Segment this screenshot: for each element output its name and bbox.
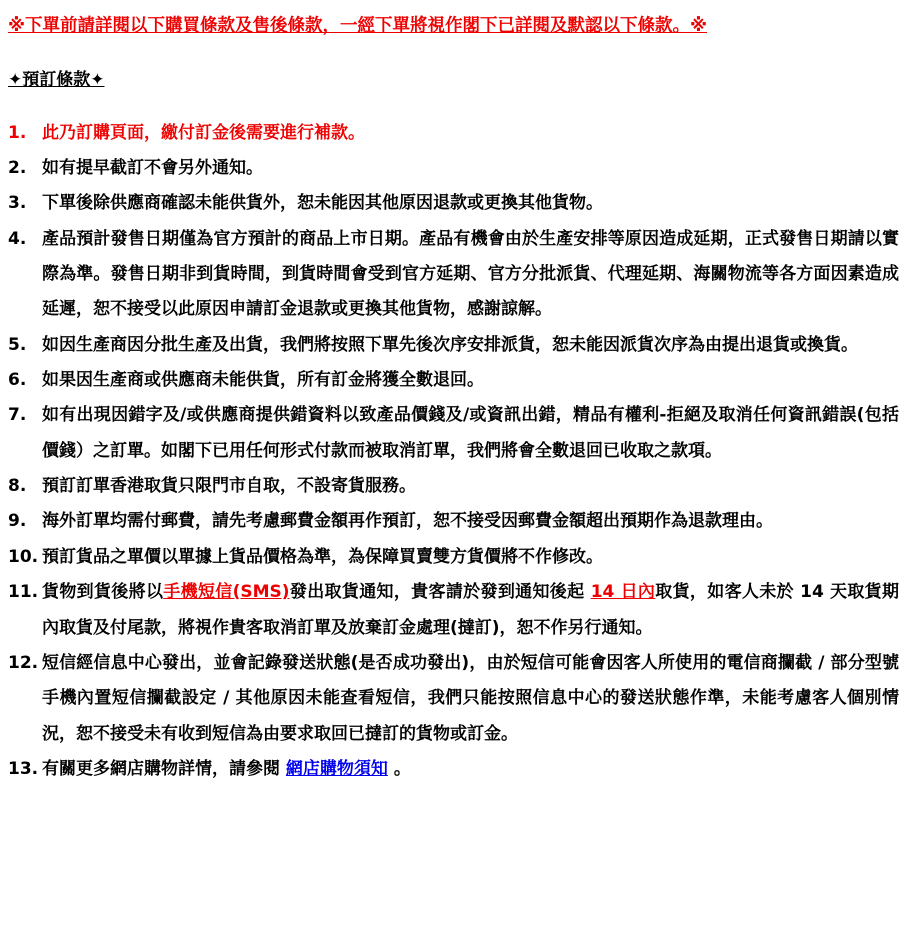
term-text (42, 186, 899, 221)
term-segment: 短信經信息中心發出，並會記錄發送狀態(是否成功發出)，由於短信可能會因客人所使用的電信商攔截 / 部分型號手機內置短信攔截設定 / 其他原因未能查看短信，我們只能按照信息中心的發送狀態作準，未能考慮客人個別情況，恕不接受未有收到短信為由要求取回已撻訂的貨物或訂金。 (42, 652, 899, 744)
term-item (8, 328, 899, 363)
term-text (42, 398, 899, 469)
term-item (8, 116, 899, 151)
term-text (42, 328, 899, 363)
term-number: 1. (8, 122, 27, 143)
term-number: 4. (8, 228, 27, 249)
term-number: 11. (8, 582, 39, 603)
term-text (42, 752, 899, 787)
term-item (8, 646, 899, 752)
page-title: ※下單前請詳閱以下購買條款及售後條款，一經下單將視作閣下已詳閱及默認以下條款。※ (8, 16, 708, 36)
term-segment: 如有提早截訂不會另外通知。 (42, 157, 263, 178)
term-segment: 如有出現因錯字及/或供應商提供錯資料以致產品價錢及/或資訊出錯，精品有權利-拒絕及取消任何資訊錯誤(包括價錢）之訂單。如閣下已用任何形式付款而被取消訂單，我們將會全數退回已收取之款項。 (42, 405, 899, 461)
highlighted-text: 手機短信(SMS) (163, 582, 290, 603)
term-segment: 預訂訂單香港取貨只限門市自取，不設寄貨服務。 (42, 476, 416, 497)
term-segment: 有關更多網店購物詳情，請參閱 (42, 758, 286, 779)
term-item (8, 151, 899, 186)
term-segment: 如果因生產商或供應商未能供貨，所有訂金將獲全數退回。 (42, 370, 484, 391)
term-text (42, 116, 899, 151)
term-text (42, 151, 899, 186)
section-heading: ✦預訂條款✦ (8, 69, 105, 90)
term-number: 8. (8, 476, 27, 497)
term-text (42, 504, 899, 539)
term-text (42, 575, 899, 646)
term-number: 7. (8, 405, 27, 426)
term-text (42, 469, 899, 504)
terms-list (8, 116, 899, 788)
term-segment: 取貨，如客人未於 14 天取貨期內取貨及付尾款，將視作貴客取消訂單及放棄訂金處理(撻訂)，恕不作另行通知。 (42, 582, 900, 638)
highlighted-text: 14 日內 (590, 582, 656, 603)
term-segment: 預訂貨品之單價以單據上貨品價格為準，為保障買賣雙方貨價將不作修改。 (42, 546, 603, 567)
term-number: 2. (8, 157, 27, 178)
term-number: 13. (8, 758, 39, 779)
term-number: 3. (8, 193, 27, 214)
term-segment: 產品預計發售日期僅為官方預計的商品上市日期。產品有機會由於生產安排等原因造成延期，正式發售日期請以實際為準。發售日期非到貨時間，到貨時間會受到官方延期、官方分批派貨、代理延期、海關物流等各方面因素造成延遲，恕不接受以此原因申請訂金退款或更換其他貨物，感謝諒解。 (42, 228, 899, 320)
term-segment: 此乃訂購頁面，繳付訂金後需要進行補款。 (42, 122, 365, 143)
term-text (42, 540, 899, 575)
term-number: 12. (8, 652, 39, 673)
term-text (42, 363, 899, 398)
term-segment: 下單後除供應商確認未能供貨外，恕未能因其他原因退款或更換其他貨物。 (42, 193, 603, 214)
term-item (8, 186, 899, 221)
term-item (8, 575, 899, 646)
term-text (42, 222, 899, 328)
term-segment: 。 (387, 758, 411, 779)
term-text (42, 646, 899, 752)
term-item (8, 504, 899, 539)
term-segment: 貨物到貨後將以 (42, 582, 164, 603)
term-number: 6. (8, 370, 27, 391)
term-item (8, 398, 899, 469)
term-item (8, 469, 899, 504)
term-item (8, 363, 899, 398)
term-number: 10. (8, 546, 39, 567)
term-segment: 海外訂單均需付郵費，請先考慮郵費金額再作預訂，恕不接受因郵費金額超出預期作為退款理由。 (42, 511, 773, 532)
term-item (8, 540, 899, 575)
term-number: 9. (8, 511, 27, 532)
term-item (8, 222, 899, 328)
term-item (8, 752, 899, 787)
term-number: 5. (8, 334, 27, 355)
term-segment: 發出取貨通知，貴客請於發到通知後起 (289, 582, 591, 603)
shop-guide-link[interactable]: 網店購物須知 (285, 758, 388, 779)
term-segment: 如因生產商因分批生產及出貨，我們將按照下單先後次序安排派貨，恕未能因派貨次序為由提出退貨或換貨。 (42, 334, 858, 355)
